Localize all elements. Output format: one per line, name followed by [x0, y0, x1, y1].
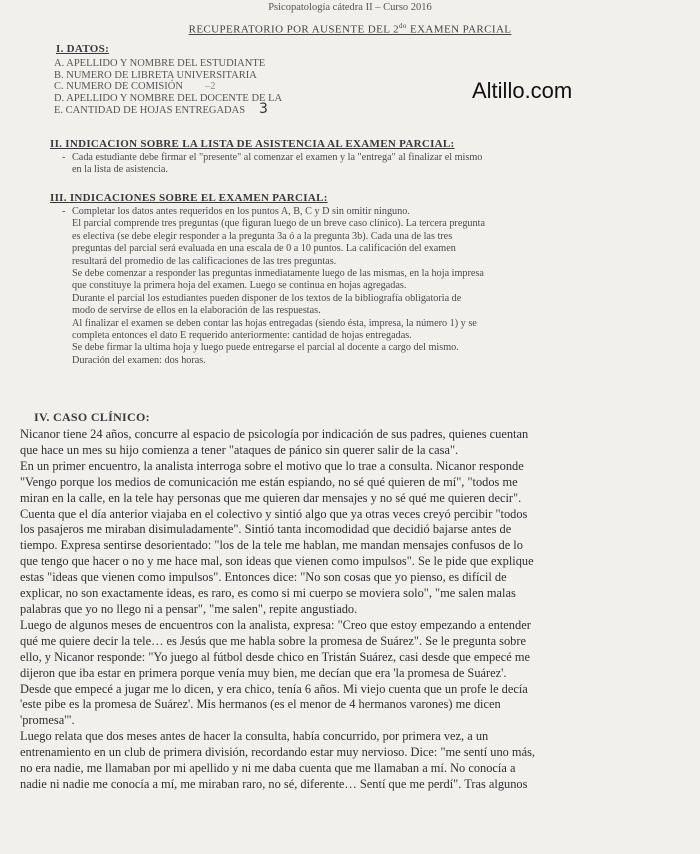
- caso-line: miran en la calle, en la tele hay personas que me quieren dar mensajes y no sé qué me quieren decir".: [20, 490, 522, 505]
- hojas-value: 3: [259, 101, 268, 118]
- caso-line: no era nadie, me llamaban por mi apellido y ni me daba cuenta que me llamaban a mí. No conocía a: [20, 761, 516, 776]
- indicaciones-line: El parcial comprende tres preguntas (que figuran luego de un breve caso clínico). La tercera pregunta: [72, 218, 485, 230]
- caso-line: dijeron que iba estar en primera porque venía muy bien, me decían que era 'la promesa de Suárez'.: [20, 665, 507, 680]
- comision-value: –2: [204, 81, 216, 93]
- section-caso-label: IV. CASO CLÍNICO:: [34, 410, 150, 424]
- caso-line: los pasajeros me miraban disimuladamente". Sintió tanta incomodidad que decidió bajarse antes de: [20, 522, 512, 537]
- caso-line: "Vengo porque los medios de comunicación me están espiando, no sé qué quieren de mí", "todos me: [20, 474, 518, 489]
- indicaciones-line: - Completar los datos antes requeridos en los puntos A, B, C y D sin omitir ninguno.: [62, 206, 692, 218]
- section-indicaciones-label: III. INDICACIONES SOBRE EL EXAMEN PARCIAL:: [50, 192, 328, 204]
- indicaciones-line: Se debe comenzar a responder las preguntas inmediatamente luego de las mismas, en la hoja impresa: [72, 268, 484, 280]
- caso-line: 'este pibe es la promesa de Suárez'. Mis hermanos (es el menor de 4 hermanos varones) me dicen: [20, 697, 501, 712]
- indicaciones-line: Al finalizar el examen se deben contar las hojas entregadas (siendo ésta, impresa, la número 1) y se: [72, 317, 477, 329]
- section-datos-label: I. DATOS:: [56, 43, 110, 55]
- datos-item: [54, 101, 282, 118]
- section-datos-heading: [56, 43, 109, 55]
- watermark: Altillo.com: [472, 78, 573, 103]
- exam-title: [0, 22, 700, 36]
- caso-line: 'promesa'".: [20, 713, 75, 728]
- caso-line: Desde que empecé a jugar me lo dicen, y era chico, tenía 6 años. Mi viejo cuenta que un profe le decía: [20, 681, 528, 696]
- section-caso-heading: [34, 410, 150, 425]
- title-text: RECUPERATORIO POR AUSENTE DEL 2: [188, 23, 399, 36]
- indicaciones-line: modo de servirse de ellos en la elaboración de las respuestas.: [72, 305, 321, 317]
- indicaciones-line: Duración del examen: dos horas.: [72, 354, 206, 366]
- indicaciones-text: [62, 206, 692, 367]
- section-indicaciones-heading: [50, 192, 328, 204]
- datos-item-label: C. NUMERO DE COMISIÓN: [54, 81, 183, 93]
- caso-line: Luego de algunos meses de encuentros con la analista, expresa: "Creo que estoy empezando a entender: [20, 617, 531, 632]
- datos-item: [54, 81, 282, 93]
- indicaciones-line: resultará del promedio de las calificaciones de las tres preguntas.: [72, 255, 337, 267]
- caso-line: que tengo que hacer o no y me hace mal, son ideas que vienen como impulsos". Se le pide que explique: [20, 554, 534, 569]
- caso-line: explicar, no son exactamente ideas, es raro, es como si mi cuerpo se moviera solo", "me salen malas: [20, 586, 516, 601]
- caso-line: Cuenta que el día anterior viajaba en el colectivo y sintió algo que ya otras veces creyó percibir "todos: [20, 506, 528, 521]
- caso-line: nadie ni nadie me conocía a mí, me miraban raro, no sé, diferente… Sentí que me perdí". Tras algunos: [20, 776, 528, 791]
- asistencia-line: - Cada estudiante debe firmar el "presente" al comenzar el examen y la "entrega" al finalizar el mismo: [62, 152, 692, 164]
- section-asistencia-heading: [50, 138, 455, 150]
- page-header: Psicopatología cátedra II – Curso 2016: [268, 2, 432, 13]
- caso-line: entrenamiento en un club de primera división, recordando estar muy nervioso. Dice: "me sentí uno más,: [20, 745, 535, 760]
- datos-item-label: E. CANTIDAD DE HOJAS ENTREGADAS: [54, 105, 246, 117]
- datos-item: [54, 58, 282, 70]
- caso-line: En un primer encuentro, la analista interroga sobre el motivo que lo trae a consulta. Nicanor responde: [20, 458, 524, 473]
- caso-line: Luego relata que dos meses antes de hacer la consulta, había concurrido, por primera vez, a un: [20, 729, 489, 744]
- datos-item-label: A. APELLIDO Y NOMBRE DEL ESTUDIANTE: [54, 58, 266, 69]
- indicaciones-line: preguntas del parcial será evaluada en una escala de 0 a 10 puntos. La calificación del examen: [72, 243, 456, 255]
- title-superscript: do: [399, 22, 407, 30]
- caso-line: ello, y Nicanor responde: "Yo juego al fútbol desde chico en Tristán Suárez, casi desde que empecé me: [20, 649, 530, 664]
- indicaciones-line: que constituye la primera hoja del examen. Luego se continua en hojas agregadas.: [72, 280, 407, 292]
- indicaciones-line: Durante el parcial los estudiantes pueden disponer de los textos de la bibliografía obligatoria de: [72, 292, 462, 304]
- asistencia-text: [62, 152, 692, 177]
- datos-item: [54, 70, 282, 82]
- section-asistencia-label: II. INDICACION SOBRE LA LISTA DE ASISTENCIA AL EXAMEN PARCIAL:: [50, 138, 455, 150]
- indicaciones-line: es electiva (se debe elegir responder a la pregunta 3a ó a la pregunta 3b). Cada una de las tres: [72, 230, 453, 242]
- caso-line: que hace un mes su hijo comienza a tener "ataques de pánico sin querer salir de la casa".: [20, 442, 459, 457]
- caso-line: qué me quiere decir la tele… es Jesús que me habla sobre la promesa de Suárez". Se le pregunta sobre: [20, 633, 527, 648]
- caso-line: palabras que yo no llego ni a pensar", "me salen", repite angustiado.: [20, 601, 358, 616]
- indicaciones-line: completa entonces el dato E requerido anteriormente: cantidad de hojas entregadas.: [72, 330, 412, 342]
- caso-clinico-text: [20, 427, 696, 793]
- caso-line: tiempo. Expresa sentirse desorientado: "los de la tele me hablan, me mandan mensajes confusos de lo: [20, 538, 523, 553]
- caso-line: Nicanor tiene 24 años, concurre al espacio de psicología por indicación de sus padres, quienes cuentan: [20, 427, 529, 441]
- caso-line: estas "ideas que vienen como impulsos". Entonces dice: "No son cosas que yo pienso, es difícil de: [20, 570, 507, 585]
- datos-list: [54, 58, 282, 117]
- datos-item-label: B. NUMERO DE LIBRETA UNIVERSITARIA: [54, 69, 257, 81]
- datos-item: [54, 93, 282, 105]
- title-suffix: EXAMEN PARCIAL: [406, 23, 512, 36]
- datos-item-label: D. APELLIDO Y NOMBRE DEL DOCENTE DE LA: [54, 92, 283, 104]
- indicaciones-line: Se debe firmar la ultima hoja y luego puede entregarse el parcial al docente a cargo del mismo.: [72, 342, 459, 354]
- asistencia-line: en la lista de asistencia.: [72, 164, 168, 176]
